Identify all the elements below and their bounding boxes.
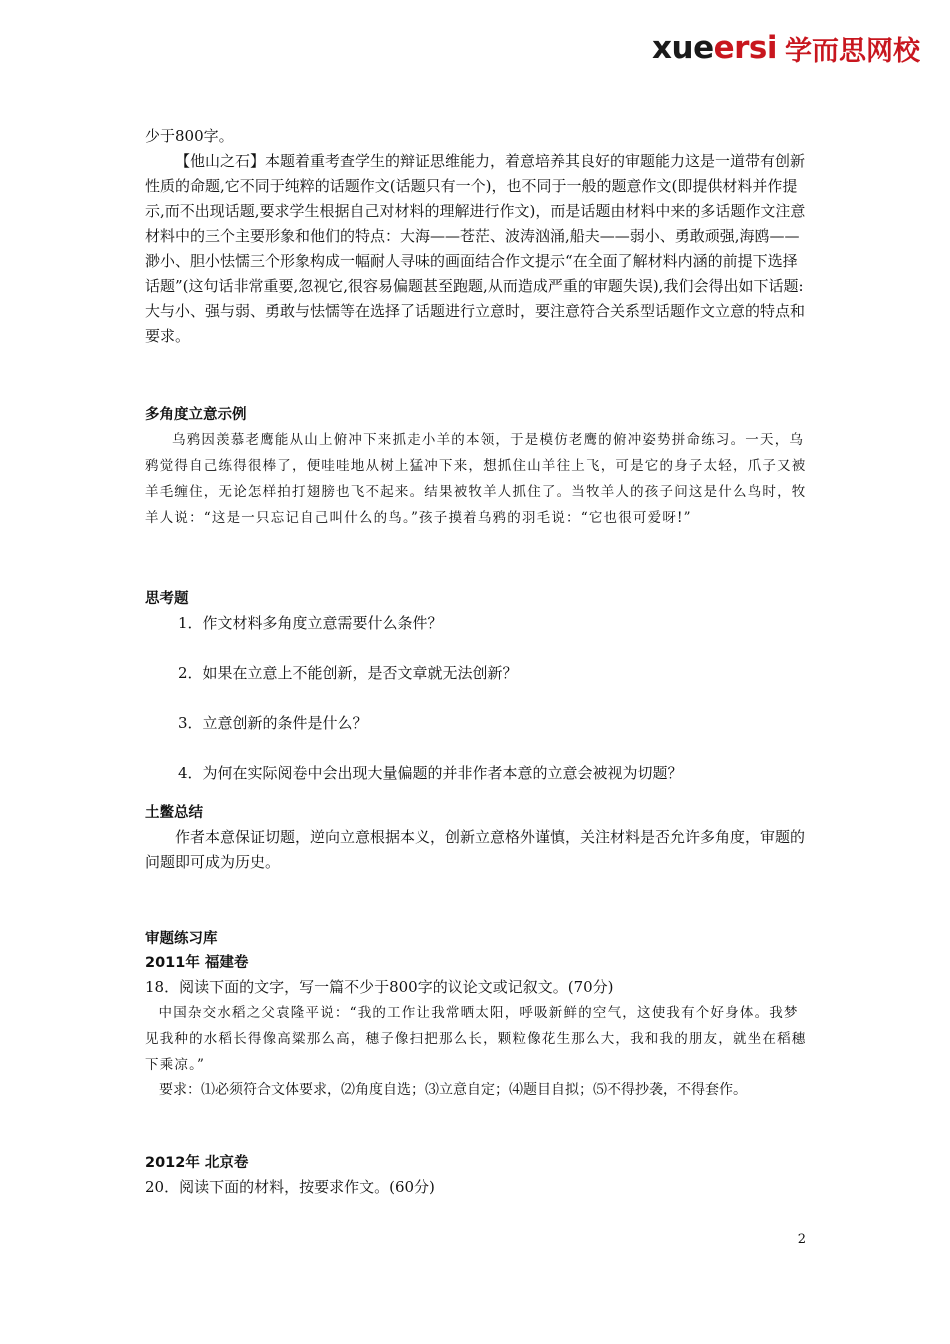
question-item: 1．作文材料多角度立意需要什么条件？ xyxy=(178,614,443,632)
logo-latin: xueersi xyxy=(652,30,777,66)
practice-heading: 审题练习库 xyxy=(145,931,218,947)
summary-heading: 土鳖总结 xyxy=(145,805,203,821)
example-text: 乌鸦因羡慕老鹰能从山上俯冲下来抓走小羊的本领，于是模仿老鹰的俯冲姿势拼命练习。一天，乌鸦觉得自己练得很棒了，便哇哇地从树上猛冲下来，想抓住山羊往上飞，可是它的身子太轻，爪子又被羊毛缠住，无论怎样拍打翅膀也飞不起来。结果被牧羊人抓住了。当牧羊人的孩子问这是什么鸟时，牧羊人说：“这是一只忘记自己叫什么的鸟。”孩子摸着乌鸦的羽毛说：“它也很可爱呀!” xyxy=(145,432,807,526)
question-item: 3．立意创新的条件是什么？ xyxy=(178,714,368,732)
fujian-heading: 2011年 福建卷 xyxy=(145,955,249,971)
beijing-question: 20．阅读下面的材料，按要求作文。(60分) xyxy=(145,1178,435,1196)
example-heading: 多角度立意示例 xyxy=(145,407,247,423)
page-number: 2 xyxy=(797,1232,806,1247)
fujian-requirements: 要求：⑴必须符合文体要求，⑵角度自选；⑶立意自定；⑷题目自拟；⑸不得抄袭，不得套作。 xyxy=(159,1082,747,1098)
brand-logo xyxy=(652,28,920,68)
logo-chinese: 学而思网校 xyxy=(785,35,920,67)
summary-text: 作者本意保证切题，逆向立意根据本义，创新立意格外谨慎，关注材料是否允许多角度，审题的问题即可成为历史。 xyxy=(145,828,806,871)
page-content xyxy=(145,124,810,1200)
question-item: 2．如果在立意上不能创新，是否文章就无法创新？ xyxy=(178,664,518,682)
question-item: 4．为何在实际阅卷中会出现大量偏题的并非作者本意的立意会被视为切题？ xyxy=(178,764,683,782)
fujian-material: 中国杂交水稻之父袁隆平说：“我的工作让我常晒太阳，呼吸新鲜的空气，这使我有个好身体。我梦见我种的水稻长得像高粱那么高，穗子像扫把那么长，颗粒像花生那么大，我和我的朋友，就坐在稻穗下乘凉。” xyxy=(145,1005,807,1073)
fujian-question: 18．阅读下面的文字，写一篇不少于800字的议论文或记叙文。(70分) xyxy=(145,978,614,996)
rock-paragraph: 【他山之石】本题着重考查学生的辩证思维能力，着意培养其良好的审题能力这是一道带有创新性质的命题,它不同于纯粹的话题作文(话题只有一个)，也不同于一般的题意作文(即提供材料并作提示,而不出现话题,要求学生根据自己对材料的理解进行作文)，而是话题由材料中来的多话题作文注意材料中的三个主要形象和他们的特点：大海——苍茫、波涛汹涌,船夫——弱小、勇敢顽强,海鸥——渺小、胆小怯懦三个形象构成一幅耐人寻味的画面结合作文提示“在全面了解材料内涵的前提下选择话题”(这句话非常重要,忽视它,很容易偏题甚至跑题,从而造成严重的审题失误),我们会得出如下话题:大与小、强与弱、勇敢与怯懦等在选择了话题进行立意时，要注意符合关系型话题作文立意的特点和要求。 xyxy=(145,152,806,345)
continued-text: 少于800字。 xyxy=(145,127,234,145)
questions-heading: 思考题 xyxy=(145,591,189,607)
beijing-heading: 2012年 北京卷 xyxy=(145,1155,249,1171)
